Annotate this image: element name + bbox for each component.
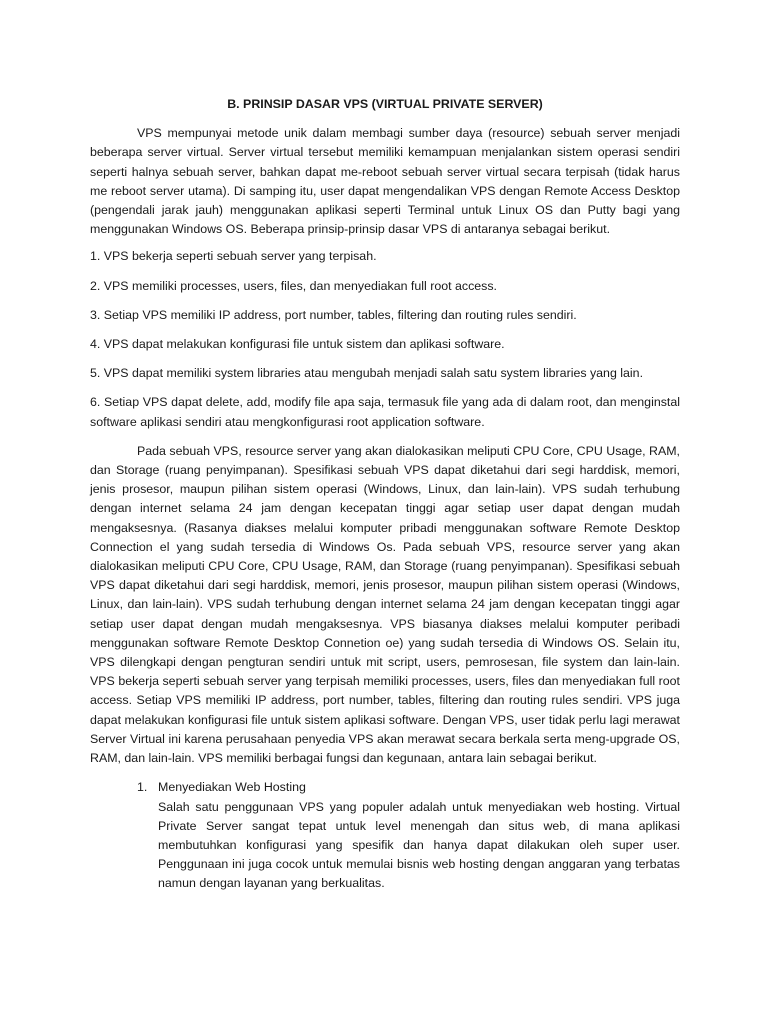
function-heading: Menyediakan Web Hosting <box>158 780 306 795</box>
function-description: Salah satu penggunaan VPS yang populer adalah untuk menyediakan web hosting. Virtual Private Server sangat tepat untuk level menengah dan situs web, di mana aplikasi membutuhkan konfigurasi yang spesifik dan hanya dapat dilakukan oleh super user. Penggunaan ini juga cocok untuk memulai bisnis web hosting dengan anggaran yang terbatas namun dengan layanan yang berkualitas. <box>158 799 680 891</box>
principle-item-5: 5. VPS dapat memiliki system libraries atau mengubah menjadi salah satu system libraries yang lain. <box>90 366 644 381</box>
principle-item-1: 1. VPS bekerja seperti sebuah server yang terpisah. <box>90 249 377 264</box>
functions-list <box>137 778 680 893</box>
function-item <box>137 778 680 893</box>
function-number: 1. <box>137 780 148 795</box>
principle-item-3: 3. Setiap VPS memiliki IP address, port number, tables, filtering dan routing rules sendiri. <box>90 307 577 322</box>
principles-list <box>90 247 680 431</box>
resource-paragraph: Pada sebuah VPS, resource server yang akan dialokasikan meliputi CPU Core, CPU Usage, RAM, dan Storage (ruang penyimpanan). Spesifikasi sebuah VPS dapat diketahui dari segi harddisk, memori, jenis prosesor, maupun pilihan sistem operasi (Windows, Linux, dan lain-lain). VPS sudah terhubung dengan internet selama 24 jam dengan kecepatan tinggi agar setiap user dapat dengan mudah mengaksesnya. (Rasanya diakses melalui komputer pribadi menggunakan software Remote Desktop Connection el yang sudah tersedia di Windows Os. Pada sebuah VPS, resource server yang akan dialokasikan meliputi CPU Core, CPU Usage, RAM, dan Storage (ruang penyimpanan). Spesifikasi sebuah VPS dapat diketahui dari segi harddisk, memori, jenis prosesor, maupun pilihan sistem operasi (Windows, Linux, dan lain-lain). VPS sudah terhubung dengan internet selama 24 jam dengan kecepatan tinggi agar setiap user dapat dengan mudah mengaksesnya. VPS biasanya diakses melalui komputer peribadi menggunakan software Remote Desktop Connetion oe) yang sudah tersedia di Windows OS. Selain itu, VPS dilengkapi dengan pengturan sendiri untuk mit script, users, pemrosesan, file system dan lain-lain. VPS bekerja seperti sebuah server yang terpisah memiliki processes, users, files dan menyediakan full root access. Setiap VPS memiliki IP address, port number, tables, filtering dan routing rules sendiri. VPS juga dapat melakukan konfigurasi file untuk sistem aplikasi software. Dengan VPS, user tidak perlu lagi merawat Server Virtual ini karena perusahaan penyedia VPS akan merawat secara berkala serta meng-upgrade OS, RAM, dan lain-lain. VPS memiliki berbagai fungsi dan kegunaan, antara lain sebagai berikut. <box>90 443 680 766</box>
document-title: B. PRINSIP DASAR VPS (VIRTUAL PRIVATE SERVER) <box>227 97 543 111</box>
principle-item-6: 6. Setiap VPS dapat delete, add, modify file apa saja, termasuk file yang ada di dalam root, dan menginstal software aplikasi sendiri atau mengkonfigurasi root application software. <box>90 395 680 429</box>
principle-item-2: 2. VPS memiliki processes, users, files, dan menyediakan full root access. <box>90 278 497 293</box>
principle-item-4: 4. VPS dapat melakukan konfigurasi file untuk sistem dan aplikasi software. <box>90 337 505 352</box>
document-page <box>90 95 680 894</box>
intro-paragraph: VPS mempunyai metode unik dalam membagi sumber daya (resource) sebuah server menjadi beberapa server virtual. Server virtual tersebut memiliki kemampuan menjalankan sistem operasi sendiri seperti halnya sebuah server, bahkan dapat me-reboot sebuah server virtual secara terpisah (tidak harus me reboot server utama). Di samping itu, user dapat mengendalikan VPS dengan Remote Access Desktop (pengendali jarak jauh) menggunakan aplikasi seperti Terminal untuk Linux OS dan Putty bagi yang menggunakan Windows OS. Beberapa prinsip-prinsip dasar VPS di antaranya sebagai berikut. <box>90 126 680 237</box>
